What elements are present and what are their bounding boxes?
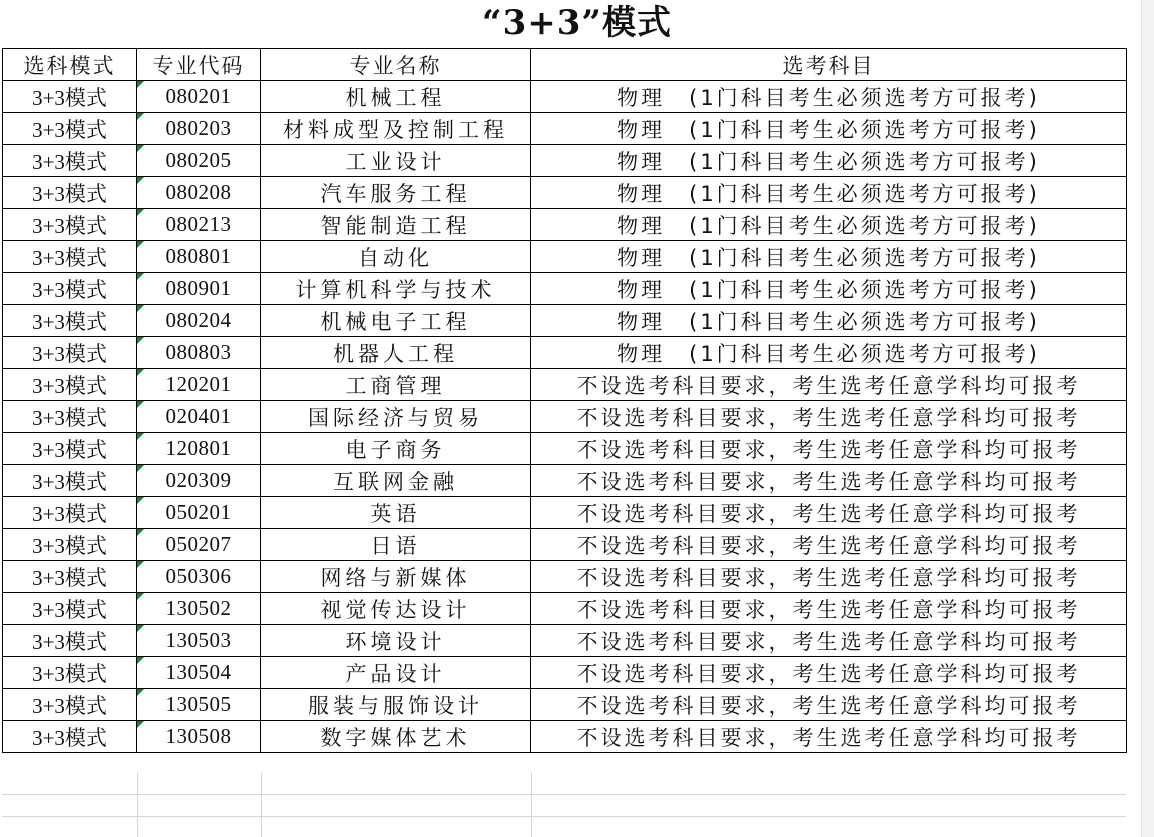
cell-mode[interactable]: 3+3模式 — [3, 113, 137, 145]
cell-code[interactable] — [137, 145, 261, 177]
cell-subject-requirement[interactable] — [531, 657, 1127, 689]
cell-code[interactable] — [137, 465, 261, 497]
number-as-text-flag-icon — [137, 369, 144, 376]
table-row — [3, 241, 1127, 273]
cell-code-text: 080801 — [165, 244, 232, 268]
cell-code[interactable] — [137, 337, 261, 369]
number-as-text-flag-icon — [137, 81, 144, 88]
requirement-note: 不设选考科目要求，考生选考任意学科均可报考 — [576, 405, 1081, 430]
cell-code[interactable] — [137, 177, 261, 209]
required-subject: 物理 — [617, 213, 666, 238]
cell-subject-requirement[interactable] — [531, 273, 1127, 305]
cell-mode[interactable]: 3+3模式 — [3, 369, 137, 401]
major-table — [2, 48, 1127, 753]
requirement-note: (1门科目考生必须选考方可报考) — [689, 181, 1040, 206]
cell-code-text: 080201 — [165, 84, 232, 108]
cell-subject-requirement[interactable] — [531, 593, 1127, 625]
requirement-note: (1门科目考生必须选考方可报考) — [689, 117, 1040, 142]
cell-code[interactable] — [137, 721, 261, 753]
cell-mode[interactable]: 3+3模式 — [3, 337, 137, 369]
cell-subject-requirement[interactable] — [531, 113, 1127, 145]
required-subject: 物理 — [617, 309, 666, 334]
cell-code-text: 050207 — [165, 532, 232, 556]
requirement-note: 不设选考科目要求，考生选考任意学科均可报考 — [576, 693, 1081, 718]
header-row — [3, 49, 1127, 81]
cell-code-text: 080803 — [165, 340, 232, 364]
cell-subject-requirement[interactable] — [531, 241, 1127, 273]
cell-subject-requirement[interactable] — [531, 305, 1127, 337]
cell-major-name[interactable]: 工商管理 — [261, 369, 531, 401]
cell-subject-requirement[interactable] — [531, 625, 1127, 657]
cell-mode[interactable]: 3+3模式 — [3, 145, 137, 177]
requirement-note: (1门科目考生必须选考方可报考) — [689, 213, 1040, 238]
required-subject: 物理 — [617, 149, 666, 174]
number-as-text-flag-icon — [137, 401, 144, 408]
cell-major-name[interactable]: 网络与新媒体 — [261, 561, 531, 593]
number-as-text-flag-icon — [137, 145, 144, 152]
number-as-text-flag-icon — [137, 241, 144, 248]
requirement-note: 不设选考科目要求，考生选考任意学科均可报考 — [576, 437, 1081, 462]
required-subject: 物理 — [617, 85, 666, 110]
cell-mode[interactable]: 3+3模式 — [3, 497, 137, 529]
cell-mode[interactable]: 3+3模式 — [3, 593, 137, 625]
requirement-note: (1门科目考生必须选考方可报考) — [689, 277, 1040, 302]
cell-major-name[interactable]: 智能制造工程 — [261, 209, 531, 241]
cell-code[interactable] — [137, 81, 261, 113]
cell-subject-requirement[interactable] — [531, 369, 1127, 401]
requirement-note: 不设选考科目要求，考生选考任意学科均可报考 — [576, 629, 1081, 654]
requirement-note: (1门科目考生必须选考方可报考) — [689, 309, 1040, 334]
cell-code-text: 080901 — [165, 276, 232, 300]
number-as-text-flag-icon — [137, 625, 144, 632]
number-as-text-flag-icon — [137, 465, 144, 472]
requirement-note: 不设选考科目要求，考生选考任意学科均可报考 — [576, 597, 1081, 622]
header-subject[interactable]: 选考科目 — [531, 49, 1127, 81]
number-as-text-flag-icon — [137, 273, 144, 280]
required-subject: 物理 — [617, 341, 666, 366]
number-as-text-flag-icon — [137, 689, 144, 696]
table-row — [3, 625, 1127, 657]
cell-major-name[interactable]: 机械工程 — [261, 81, 531, 113]
cell-mode[interactable]: 3+3模式 — [3, 689, 137, 721]
requirement-note: (1门科目考生必须选考方可报考) — [689, 245, 1040, 270]
cell-mode[interactable]: 3+3模式 — [3, 561, 137, 593]
table-row — [3, 305, 1127, 337]
cell-code[interactable] — [137, 561, 261, 593]
header-mode[interactable]: 选科模式 — [3, 49, 137, 81]
cell-code-text: 080213 — [165, 212, 232, 236]
cell-subject-requirement[interactable] — [531, 529, 1127, 561]
vertical-scrollbar[interactable] — [1141, 0, 1154, 837]
number-as-text-flag-icon — [137, 497, 144, 504]
number-as-text-flag-icon — [137, 113, 144, 120]
cell-code-text: 080208 — [165, 180, 232, 204]
number-as-text-flag-icon — [137, 721, 144, 728]
requirement-note: (1门科目考生必须选考方可报考) — [689, 341, 1040, 366]
cell-subject-requirement[interactable] — [531, 337, 1127, 369]
required-subject: 物理 — [617, 117, 666, 142]
table-row — [3, 145, 1127, 177]
table-row — [3, 369, 1127, 401]
number-as-text-flag-icon — [137, 209, 144, 216]
cell-subject-requirement[interactable] — [531, 721, 1127, 753]
cell-subject-requirement[interactable] — [531, 497, 1127, 529]
cell-code[interactable] — [137, 529, 261, 561]
table-row — [3, 529, 1127, 561]
requirement-note: 不设选考科目要求，考生选考任意学科均可报考 — [576, 501, 1081, 526]
cell-major-name[interactable]: 英语 — [261, 497, 531, 529]
cell-code[interactable] — [137, 433, 261, 465]
cell-subject-requirement[interactable] — [531, 689, 1127, 721]
empty-cells — [2, 772, 1126, 837]
cell-mode[interactable]: 3+3模式 — [3, 433, 137, 465]
number-as-text-flag-icon — [137, 529, 144, 536]
table-row — [3, 657, 1127, 689]
required-subject: 物理 — [617, 277, 666, 302]
cell-mode[interactable]: 3+3模式 — [3, 177, 137, 209]
cell-mode[interactable]: 3+3模式 — [3, 465, 137, 497]
cell-code-text: 130503 — [165, 628, 232, 652]
cell-major-name[interactable]: 产品设计 — [261, 657, 531, 689]
cell-mode[interactable]: 3+3模式 — [3, 209, 137, 241]
cell-major-name[interactable]: 日语 — [261, 529, 531, 561]
cell-code[interactable] — [137, 625, 261, 657]
cell-code-text: 050201 — [165, 500, 232, 524]
cell-major-name[interactable]: 材料成型及控制工程 — [261, 113, 531, 145]
cell-code[interactable] — [137, 241, 261, 273]
table-row — [3, 721, 1127, 753]
cell-code[interactable] — [137, 689, 261, 721]
requirement-note: 不设选考科目要求，考生选考任意学科均可报考 — [576, 533, 1081, 558]
table-row — [3, 433, 1127, 465]
cell-major-name[interactable]: 工业设计 — [261, 145, 531, 177]
cell-code-text: 080204 — [165, 308, 232, 332]
requirement-note: 不设选考科目要求，考生选考任意学科均可报考 — [576, 661, 1081, 686]
cell-code[interactable] — [137, 369, 261, 401]
header-name[interactable]: 专业名称 — [261, 49, 531, 81]
cell-code-text: 050306 — [165, 564, 232, 588]
table-row — [3, 177, 1127, 209]
number-as-text-flag-icon — [137, 657, 144, 664]
table-row — [3, 81, 1127, 113]
table-row — [3, 113, 1127, 145]
table-row — [3, 209, 1127, 241]
cell-code-text: 120801 — [165, 436, 232, 460]
number-as-text-flag-icon — [137, 433, 144, 440]
table-row — [3, 465, 1127, 497]
number-as-text-flag-icon — [137, 177, 144, 184]
cell-code-text: 020401 — [165, 404, 232, 428]
cell-subject-requirement[interactable] — [531, 177, 1127, 209]
cell-mode[interactable]: 3+3模式 — [3, 273, 137, 305]
cell-code-text: 080203 — [165, 116, 232, 140]
cell-code[interactable] — [137, 497, 261, 529]
cell-major-name[interactable]: 视觉传达设计 — [261, 593, 531, 625]
cell-code[interactable] — [137, 113, 261, 145]
cell-code-text: 130508 — [165, 724, 232, 748]
cell-mode[interactable]: 3+3模式 — [3, 241, 137, 273]
table-row — [3, 561, 1127, 593]
cell-code-text: 130505 — [165, 692, 232, 716]
required-subject: 物理 — [617, 181, 666, 206]
cell-code[interactable] — [137, 273, 261, 305]
cell-mode[interactable]: 3+3模式 — [3, 657, 137, 689]
cell-subject-requirement[interactable] — [531, 145, 1127, 177]
cell-subject-requirement[interactable] — [531, 209, 1127, 241]
cell-mode[interactable]: 3+3模式 — [3, 401, 137, 433]
requirement-note: 不设选考科目要求，考生选考任意学科均可报考 — [576, 373, 1081, 398]
header-code[interactable]: 专业代码 — [137, 49, 261, 81]
cell-code[interactable] — [137, 657, 261, 689]
cell-mode[interactable]: 3+3模式 — [3, 721, 137, 753]
table-row — [3, 497, 1127, 529]
cell-code-text: 130502 — [165, 596, 232, 620]
cell-major-name[interactable]: 自动化 — [261, 241, 531, 273]
table-row — [3, 689, 1127, 721]
cell-code[interactable] — [137, 305, 261, 337]
cell-code[interactable] — [137, 593, 261, 625]
cell-mode[interactable]: 3+3模式 — [3, 305, 137, 337]
sheet-title[interactable]: “3+3”模式 — [482, 3, 672, 43]
table-row — [3, 337, 1127, 369]
cell-major-name[interactable]: 计算机科学与技术 — [261, 273, 531, 305]
number-as-text-flag-icon — [137, 337, 144, 344]
number-as-text-flag-icon — [137, 561, 144, 568]
table-row — [3, 401, 1127, 433]
requirement-note: 不设选考科目要求，考生选考任意学科均可报考 — [576, 565, 1081, 590]
number-as-text-flag-icon — [137, 593, 144, 600]
cell-major-name[interactable]: 机械电子工程 — [261, 305, 531, 337]
cell-code-text: 120201 — [165, 372, 232, 396]
cell-major-name[interactable]: 国际经济与贸易 — [261, 401, 531, 433]
cell-major-name[interactable]: 机器人工程 — [261, 337, 531, 369]
cell-mode[interactable]: 3+3模式 — [3, 81, 137, 113]
required-subject: 物理 — [617, 245, 666, 270]
cell-subject-requirement[interactable] — [531, 401, 1127, 433]
table-row — [3, 273, 1127, 305]
cell-mode[interactable]: 3+3模式 — [3, 625, 137, 657]
table-row — [3, 593, 1127, 625]
cell-subject-requirement[interactable] — [531, 433, 1127, 465]
cell-major-name[interactable]: 汽车服务工程 — [261, 177, 531, 209]
requirement-note: 不设选考科目要求，考生选考任意学科均可报考 — [576, 469, 1081, 494]
cell-major-name[interactable]: 环境设计 — [261, 625, 531, 657]
cell-major-name[interactable]: 数字媒体艺术 — [261, 721, 531, 753]
cell-code[interactable] — [137, 209, 261, 241]
requirement-note: (1门科目考生必须选考方可报考) — [689, 149, 1040, 174]
requirement-note: (1门科目考生必须选考方可报考) — [689, 85, 1040, 110]
cell-major-name[interactable]: 互联网金融 — [261, 465, 531, 497]
cell-major-name[interactable]: 服装与服饰设计 — [261, 689, 531, 721]
cell-subject-requirement[interactable] — [531, 561, 1127, 593]
cell-code-text: 080205 — [165, 148, 232, 172]
cell-code-text: 130504 — [165, 660, 232, 684]
cell-subject-requirement[interactable] — [531, 465, 1127, 497]
cell-code-text: 020309 — [165, 468, 232, 492]
cell-code[interactable] — [137, 401, 261, 433]
cell-major-name[interactable]: 电子商务 — [261, 433, 531, 465]
number-as-text-flag-icon — [137, 305, 144, 312]
cell-subject-requirement[interactable] — [531, 81, 1127, 113]
requirement-note: 不设选考科目要求，考生选考任意学科均可报考 — [576, 725, 1081, 750]
cell-mode[interactable]: 3+3模式 — [3, 529, 137, 561]
